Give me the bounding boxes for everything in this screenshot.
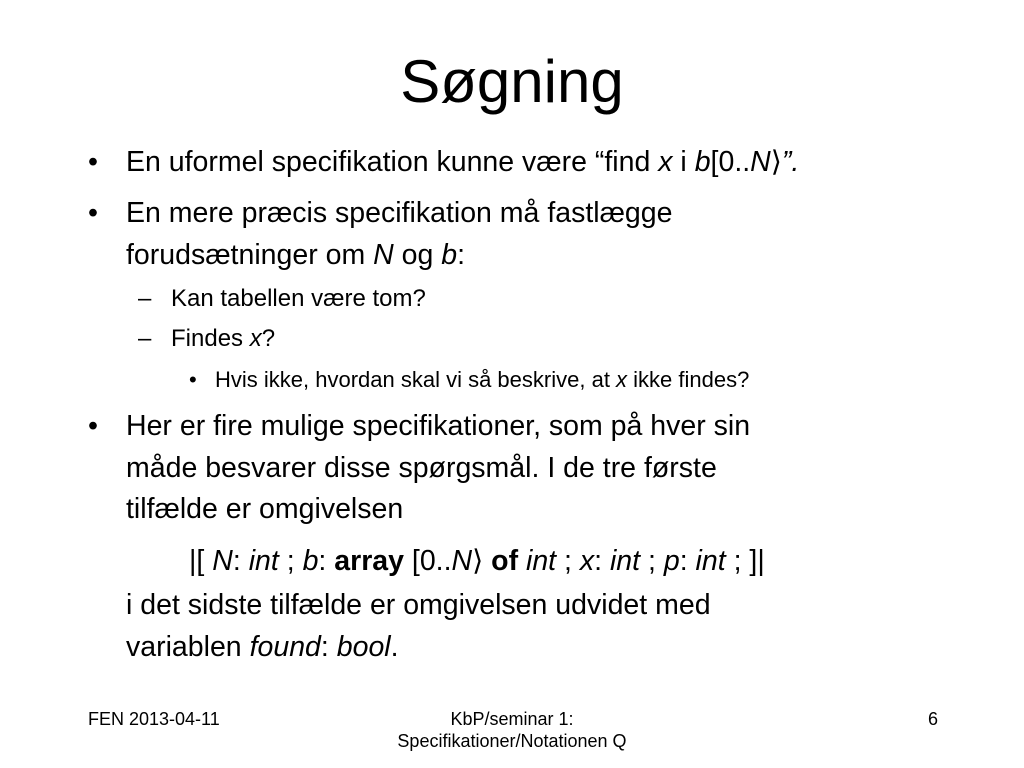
bullet-3-tail-line-2: variablen found: bool.	[126, 631, 399, 663]
footer-date: FEN 2013-04-11	[88, 709, 220, 729]
footer-course	[352, 708, 672, 752]
bullet-1-text: En uformel specifikation kunne være “find x i b[0..N⟩”.	[126, 146, 800, 178]
bullet-2-line-2: forudsætninger om N og b:	[126, 239, 466, 271]
sub-bullet-1-text: Kan tabellen være tom?	[171, 285, 426, 312]
slide-title: Søgning	[400, 48, 624, 115]
bullet-3-line-3: tilfælde er omgivelsen	[126, 493, 404, 525]
bullet-3-tail-line-1: i det sidste tilfælde er omgivelsen udvidet med	[126, 589, 711, 621]
sub-sub-bullet-text: Hvis ikke, hvordan skal vi så beskrive, at x ikke findes?	[215, 367, 750, 392]
footer-page-number: 6	[927, 709, 938, 729]
sub-bullet-2-text: Findes x?	[171, 325, 276, 352]
dash-marker: –	[138, 325, 152, 352]
bullet-marker: •	[189, 367, 197, 392]
footer-course-line-2: Specifikationer/Notationen Q	[397, 731, 627, 751]
bullet-3-line-2: måde besvarer disse spørgsmål. I de tre første	[126, 452, 717, 484]
dash-marker: –	[138, 285, 152, 312]
footer-course-line-1: KbP/seminar 1:	[450, 709, 574, 729]
environment-declaration: |[ N: int ; b: array [0..N⟩ of int ; x: int ; p: int ; ]|	[189, 545, 765, 577]
bullet-3-line-1: Her er fire mulige specifikationer, som på hver sin	[126, 410, 751, 442]
bullet-marker: •	[88, 146, 98, 178]
bullet-marker: •	[88, 197, 98, 229]
bullet-2-line-1: En mere præcis specifikation må fastlægge	[126, 197, 673, 229]
bullet-marker: •	[88, 410, 98, 442]
